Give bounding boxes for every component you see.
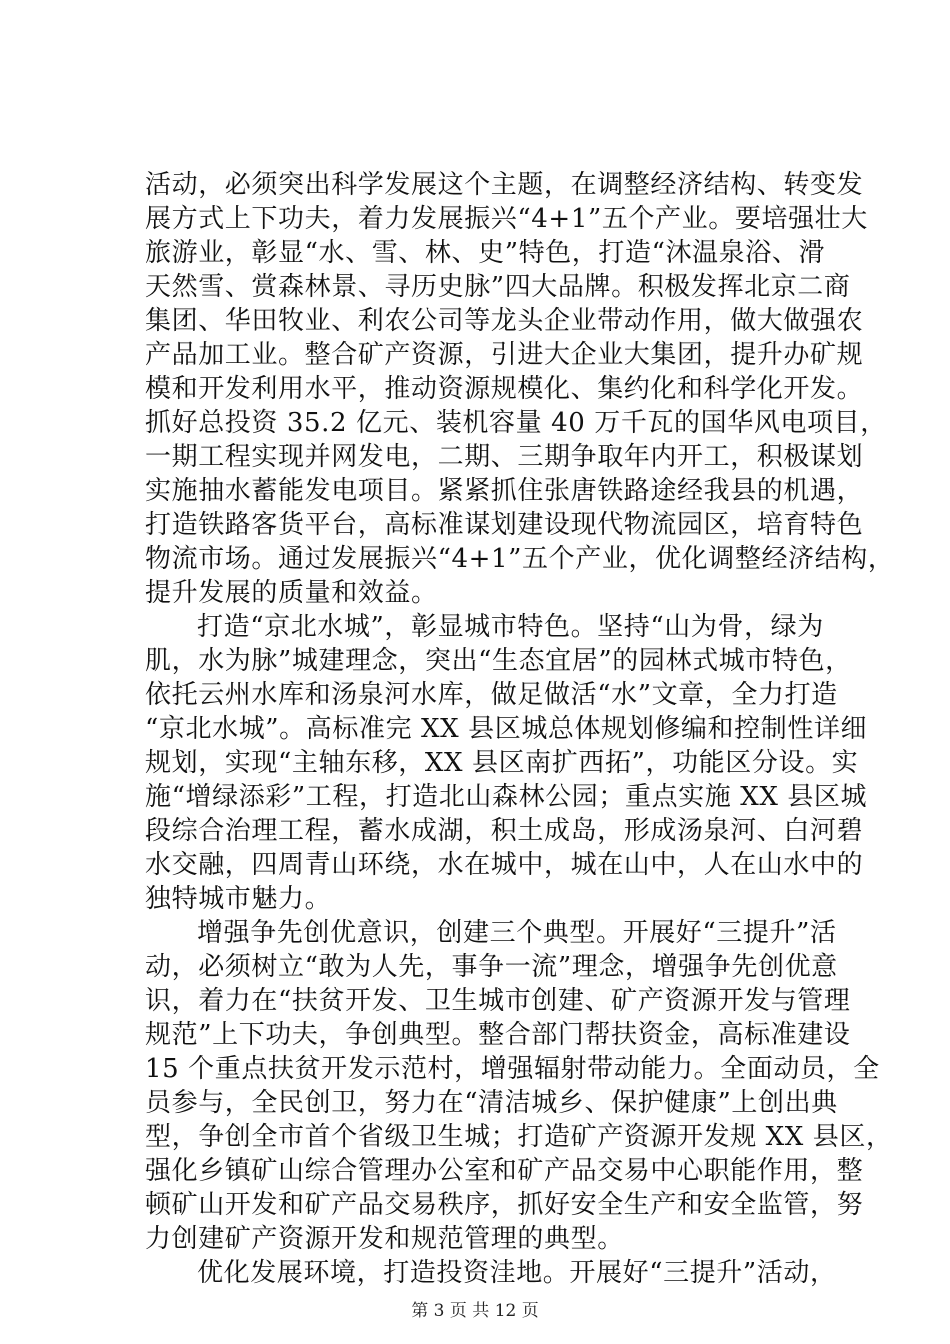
text-line: 型，争创全市首个省级卫生城；打造矿产资源开发规 XX 县区， bbox=[145, 1122, 893, 1152]
text-line: 物流市场。通过发展振兴“4+1”五个产业，优化调整经济结构， bbox=[145, 544, 895, 574]
text-line: 产品加工业。整合矿产资源，引进大企业大集团，提升办矿规 bbox=[145, 340, 864, 370]
text-line: 力创建矿产资源开发和规范管理的典型。 bbox=[145, 1224, 624, 1254]
text-line: 肌，水为脉”城建理念，突出“生态宜居”的园林式城市特色， bbox=[145, 646, 852, 676]
text-line: 独特城市魅力。 bbox=[145, 884, 332, 914]
text-line: 天然雪、赏森林景、寻历史脉”四大品牌。积极发挥北京二商 bbox=[145, 272, 851, 302]
page-number-footer: 第 3 页 共 12 页 bbox=[411, 1301, 539, 1321]
text-line: 识，着力在“扶贫开发、卫生城市创建、矿产资源开发与管理 bbox=[145, 986, 851, 1016]
text-line: 顿矿山开发和矿产品交易秩序，抓好安全生产和安全监管，努 bbox=[145, 1190, 864, 1220]
text-line: 水交融，四周青山环绕，水在城中，城在山中，人在山水中的 bbox=[145, 850, 864, 880]
text-line: 员参与，全民创卫，努力在“清洁城乡、保护健康”上创出典 bbox=[145, 1088, 838, 1118]
text-line: 旅游业，彰显“水、雪、林、史”特色，打造“沐温泉浴、滑 bbox=[145, 238, 826, 268]
text-line: 施“增绿添彩”工程，打造北山森林公园；重点实施 XX 县区城 bbox=[145, 782, 868, 812]
text-line: 实施抽水蓄能发电项目。紧紧抓住张唐铁路途经我县的机遇， bbox=[145, 476, 864, 506]
text-line: 依托云州水库和汤泉河水库，做足做活“水”文章，全力打造 bbox=[145, 680, 838, 710]
text-line: 活动，必须突出科学发展这个主题，在调整经济结构、转变发 bbox=[145, 170, 864, 200]
text-line: 规范”上下功夫，争创典型。整合部门帮扶资金，高标准建设 bbox=[145, 1020, 851, 1050]
text-line: 集团、华田牧业、利农公司等龙头企业带动作用，做大做强农 bbox=[145, 306, 864, 336]
text-line: 15 个重点扶贫开发示范村，增强辐射带动能力。全面动员，全 bbox=[145, 1054, 880, 1084]
text-line: 强化乡镇矿山综合管理办公室和矿产品交易中心职能作用，整 bbox=[145, 1156, 864, 1186]
text-line: 模和开发利用水平，推动资源规模化、集约化和科学化开发。 bbox=[145, 374, 864, 404]
text-line: 规划，实现“主轴东移，XX 县区南扩西拓”，功能区分设。实 bbox=[145, 748, 859, 778]
text-line: 展方式上下功夫，着力发展振兴“4+1”五个产业。要培强壮大 bbox=[145, 204, 868, 234]
text-line: 段综合治理工程，蓄水成湖，积土成岛，形成汤泉河、白河碧 bbox=[145, 816, 864, 846]
text-line: 一期工程实现并网发电，二期、三期争取年内开工，积极谋划 bbox=[145, 442, 864, 472]
text-line: 抓好总投资 35.2 亿元、装机容量 40 万千瓦的国华风电项目， bbox=[145, 408, 887, 438]
text-line: 动，必须树立“敢为人先，事争一流”理念，增强争先创优意 bbox=[145, 952, 838, 982]
text-line: “京北水城”。高标准完 XX 县区城总体规划修编和控制性详细 bbox=[145, 714, 868, 744]
text-line: 打造铁路客货平台，高标准谋划建设现代物流园区，培育特色 bbox=[145, 510, 864, 540]
text-line: 提升发展的质量和效益。 bbox=[145, 578, 438, 608]
paragraph-first-line: 优化发展环境，打造投资洼地。开展好“三提升”活动， bbox=[197, 1258, 837, 1288]
paragraph-first-line: 打造“京北水城”，彰显城市特色。坚持“山为骨，绿为 bbox=[197, 612, 824, 642]
paragraph-first-line: 增强争先创优意识，创建三个典型。开展好“三提升”活 bbox=[197, 918, 837, 948]
